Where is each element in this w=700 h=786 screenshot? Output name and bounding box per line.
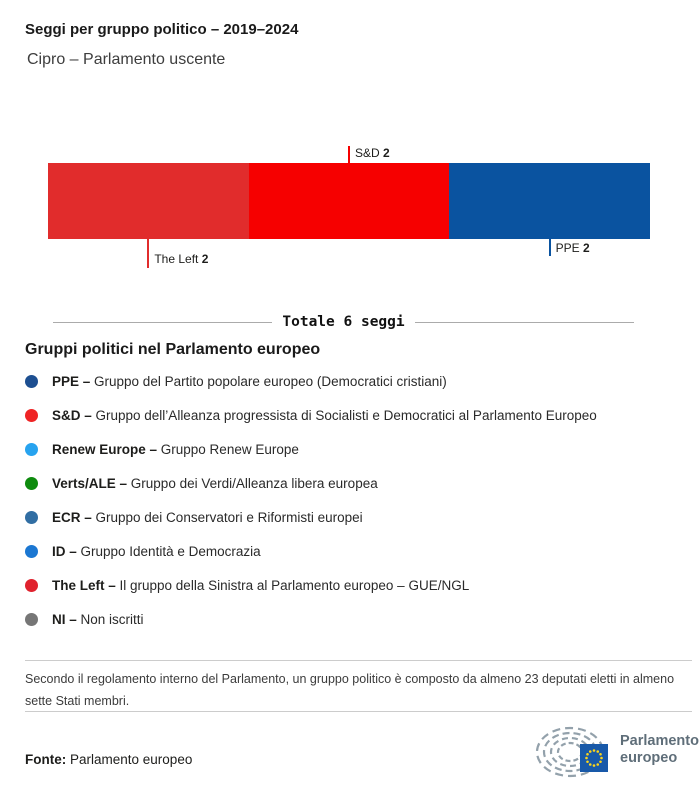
divider-line <box>53 322 272 323</box>
legend-dot-the-left <box>25 579 38 592</box>
legend-dot-ecr <box>25 511 38 524</box>
source-label: Fonte: <box>25 752 67 767</box>
footnote-text: Secondo il regolamento interno del Parlamento, un gruppo politico è composto da almeno 23 deputati eletti in almeno sette Stati membri. <box>25 672 675 708</box>
legend-item-the-left <box>25 568 685 602</box>
tick-line <box>147 239 149 268</box>
legend-item-verts-ale <box>25 466 685 500</box>
source-value: Parlamento europeo <box>66 752 193 767</box>
legend-dot-verts-ale <box>25 477 38 490</box>
legend-heading: Gruppi politici nel Parlamento europeo <box>25 341 321 358</box>
legend-item-ecr <box>25 500 685 534</box>
hemicycle-icon <box>528 724 618 780</box>
total-seats-divider <box>53 312 634 332</box>
legend-item-id <box>25 534 685 568</box>
source-line <box>25 752 192 767</box>
legend-list <box>25 364 685 636</box>
total-seats-label: Totale 6 seggi <box>282 314 405 330</box>
legend-dot-id <box>25 545 38 558</box>
legend-dot-ppe <box>25 375 38 388</box>
bar-label-s-d: S&D 2 <box>355 146 390 160</box>
tick-line <box>549 239 551 256</box>
legend-label: PPE – Gruppo del Partito popolare europeo (Democratici cristiani) <box>52 373 447 389</box>
bar-markers <box>48 146 650 266</box>
divider-line <box>415 322 634 323</box>
page-title: Seggi per gruppo politico – 2019–2024 <box>25 21 299 38</box>
legend-label: S&D – Gruppo dell’Alleanza progressista di Socialisti e Democratici al Parlamento Europeo <box>52 407 597 423</box>
footnote-divider-bottom <box>25 711 692 712</box>
legend-item-s-d <box>25 398 685 432</box>
tick-line <box>348 146 350 163</box>
legend-label: ID – Gruppo Identità e Democrazia <box>52 543 261 559</box>
legend-label: Verts/ALE – Gruppo dei Verdi/Alleanza libera europea <box>52 475 378 491</box>
european-parliament-logo <box>528 724 699 780</box>
page-subtitle: Cipro – Parlamento uscente <box>27 51 226 68</box>
legend-dot-renew-europe <box>25 443 38 456</box>
bar-label-the-left: The Left 2 <box>154 252 209 266</box>
logo-line2: europeo <box>620 750 678 766</box>
legend-dot-s-d <box>25 409 38 422</box>
logo-line1: Parlamento <box>620 733 699 749</box>
legend-label: NI – Non iscritti <box>52 611 144 627</box>
seats-chart <box>48 146 650 266</box>
logo-wordmark <box>620 733 699 767</box>
bar-label-ppe: PPE 2 <box>555 241 590 255</box>
legend-item-ni <box>25 602 685 636</box>
legend-item-ppe <box>25 364 685 398</box>
legend-label: ECR – Gruppo dei Conservatori e Riformisti europei <box>52 509 363 525</box>
legend-item-renew-europe <box>25 432 685 466</box>
legend-label: The Left – Il gruppo della Sinistra al Parlamento europeo – GUE/NGL <box>52 577 470 593</box>
legend-dot-ni <box>25 613 38 626</box>
footnote-divider-top <box>25 660 692 661</box>
eu-flag-icon <box>580 744 608 772</box>
legend-label: Renew Europe – Gruppo Renew Europe <box>52 441 299 457</box>
